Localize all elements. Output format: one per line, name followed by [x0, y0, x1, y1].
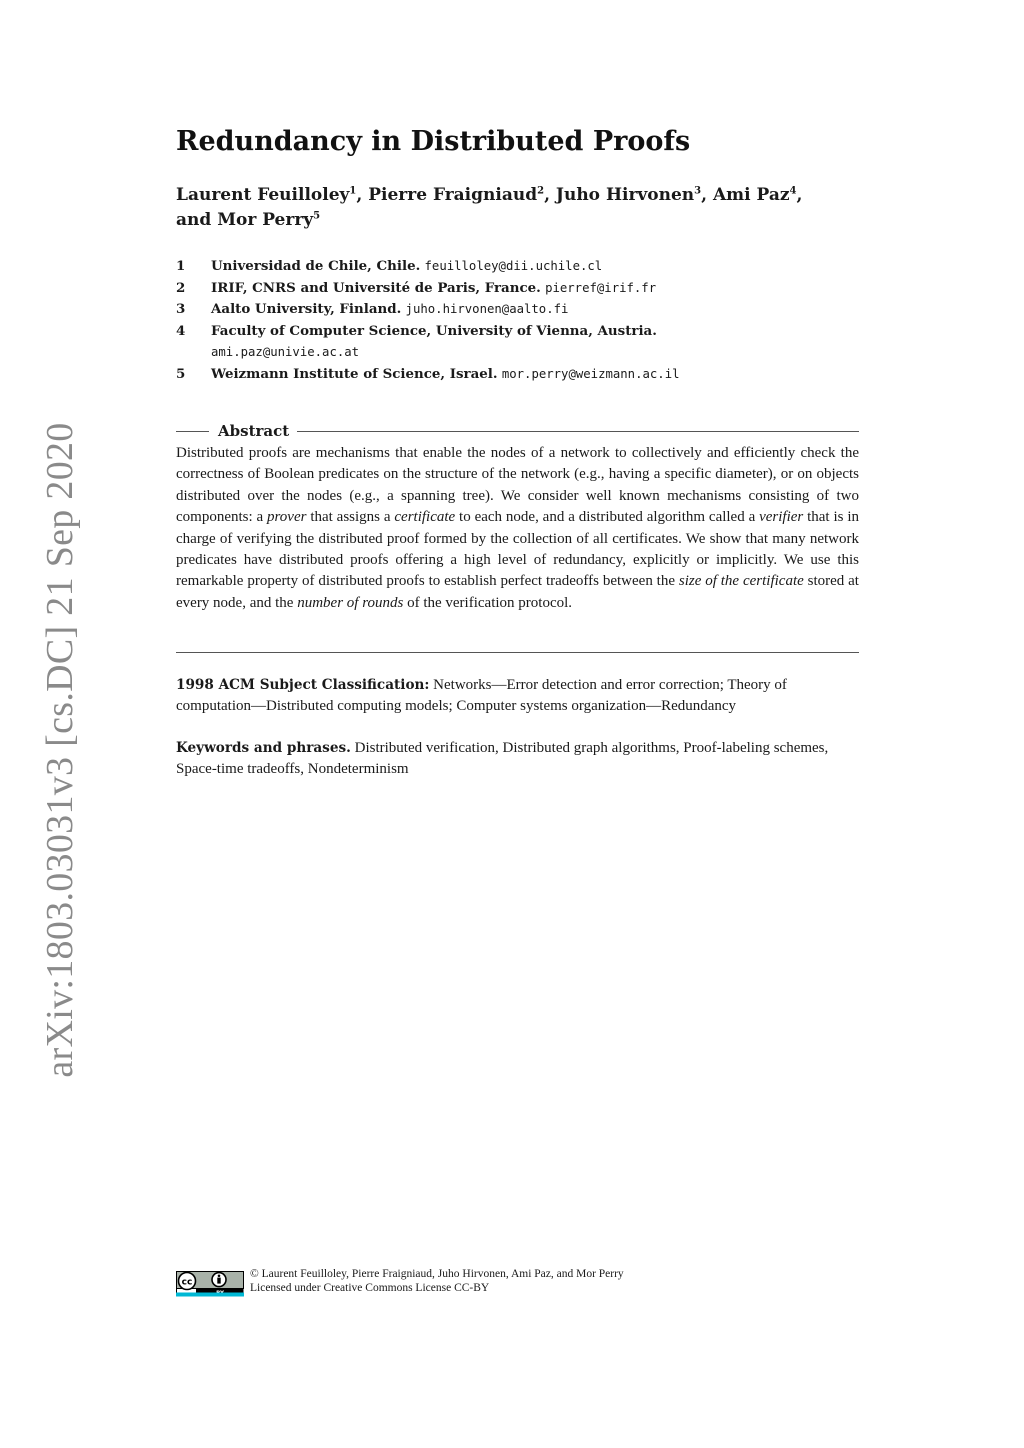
abstract-label: Abstract — [218, 422, 290, 440]
paper-title: Redundancy in Distributed Proofs — [176, 126, 691, 157]
acm-label: 1998 ACM Subject Classification: — [176, 677, 430, 693]
affiliation-name: Weizmann Institute of Science, Israel. — [211, 365, 498, 382]
affiliation-name: Faculty of Computer Science, University of Vienna, Austria. — [211, 322, 657, 339]
author-affil-mark: 4 — [789, 185, 797, 197]
acm-text: Networks—Error detection and error correction; Theory of computation—Distributed computing models; Computer systems organization—Redundancy — [176, 677, 787, 715]
author-name: Mor Perry — [217, 210, 314, 230]
cc-badge-text: cc — [181, 1277, 193, 1288]
abstract-text-segment: stored at every node, and the — [176, 573, 859, 611]
affiliation-list — [176, 256, 859, 385]
author-affil-mark: 1 — [349, 185, 357, 197]
abstract-emphasis: size of the certificate — [678, 573, 804, 590]
author-affil-mark: 3 — [694, 185, 702, 197]
keywords — [176, 738, 859, 781]
cc-by-license-icon — [176, 1271, 244, 1297]
acm-classification — [176, 675, 859, 718]
keywords-label: Keywords and phrases. — [176, 740, 351, 756]
abstract-emphasis: number of rounds — [297, 594, 404, 611]
affiliation-item — [176, 299, 859, 321]
abstract-rule-bottom — [176, 652, 859, 653]
affiliation-item — [176, 364, 859, 386]
affiliation-name: Aalto University, Finland. — [211, 301, 402, 317]
abstract-text-segment: of the verification protocol. — [403, 594, 573, 611]
author-name: Pierre Fraigniaud — [368, 185, 538, 205]
license-line[interactable]: Licensed under Creative Commons License CC-BY — [250, 1281, 490, 1294]
abstract-rule-left — [176, 431, 209, 432]
affiliation-number: 4 — [176, 322, 186, 339]
affiliation-name: Universidad de Chile, Chile. — [211, 258, 421, 274]
author-list: Laurent Feuilloley$^1$, Pierre Fraigniaud$^2$, Juho Hirvonen$^3$, Ami Paz$^4$, and Mor Perry$^5$ — [176, 185, 803, 230]
keywords-text: Distributed verification, Distributed graph algorithms, Proof-labeling schemes, Space-time tradeoffs, Nondeterminism — [176, 740, 829, 778]
abstract-text-segment: that assigns a — [306, 509, 395, 526]
copyright-line: © Laurent Feuilloley, Pierre Fraigniaud, Juho Hirvonen, Ami Paz, and Mor Perry — [250, 1268, 624, 1280]
license-block — [176, 1268, 859, 1297]
affiliation-item — [176, 256, 859, 278]
author-name: Laurent Feuilloley — [176, 185, 350, 205]
author-name: Ami Paz — [712, 185, 790, 205]
affiliation-item — [176, 321, 859, 364]
affiliation-email[interactable]: mor.perry@weizmann.ac.il — [501, 366, 680, 381]
affiliation-number: 5 — [176, 365, 186, 382]
affiliation-email[interactable]: juho.hirvonen@aalto.fi — [405, 302, 569, 316]
affiliation-number: 2 — [176, 279, 186, 296]
author-name: Juho Hirvonen — [555, 185, 695, 205]
author-affil-mark: 5 — [313, 210, 321, 222]
affiliation-item — [176, 278, 859, 300]
arxiv-identifier: arXiv:1803.03031v3 [cs.DC] 21 Sep 2020 — [39, 422, 81, 1078]
author-conjunction: and — [176, 210, 212, 230]
abstract-emphasis: verifier — [759, 509, 804, 526]
affiliation-number: 1 — [176, 258, 186, 274]
abstract-emphasis: certificate — [394, 509, 456, 526]
license-text-block — [250, 1268, 624, 1295]
affiliation-email[interactable]: feuilloley@dii.uchile.cl — [424, 259, 603, 273]
affiliation-name: IRIF, CNRS and Université de Paris, France. — [211, 279, 541, 296]
author-affil-mark: 2 — [537, 185, 545, 197]
affiliation-email[interactable]: ami.paz@univie.ac.at — [211, 345, 360, 359]
abstract-rule-right — [297, 431, 859, 432]
abstract-text-segment: to each node, and a distributed algorithm called a — [455, 509, 760, 526]
abstract-emphasis: prover — [267, 509, 307, 526]
abstract-text-segment: that is in charge of verifying the distributed proof formed by the collection of all certificates. We show that many network predicates have distributed proofs offering a high level of redundancy, explicitly or implicitly. We use this remarkable property of distributed proofs to establish perfect tradeoffs between the — [176, 509, 859, 590]
abstract-heading — [176, 421, 859, 441]
affiliation-number: 3 — [176, 301, 186, 317]
abstract-text-segment: Distributed proofs are mechanisms that enable the nodes of a network to collectively and efficiently check the correctness of Boolean predicates on the structure of the network (e.g., having a specific diameter), or on objects distributed over the nodes (e.g., a spanning tree). We consider well known mechanisms consisting of two components: a — [176, 445, 859, 526]
abstract-body — [176, 443, 859, 614]
affiliation-email[interactable]: pierref@irif.fr — [545, 280, 657, 295]
